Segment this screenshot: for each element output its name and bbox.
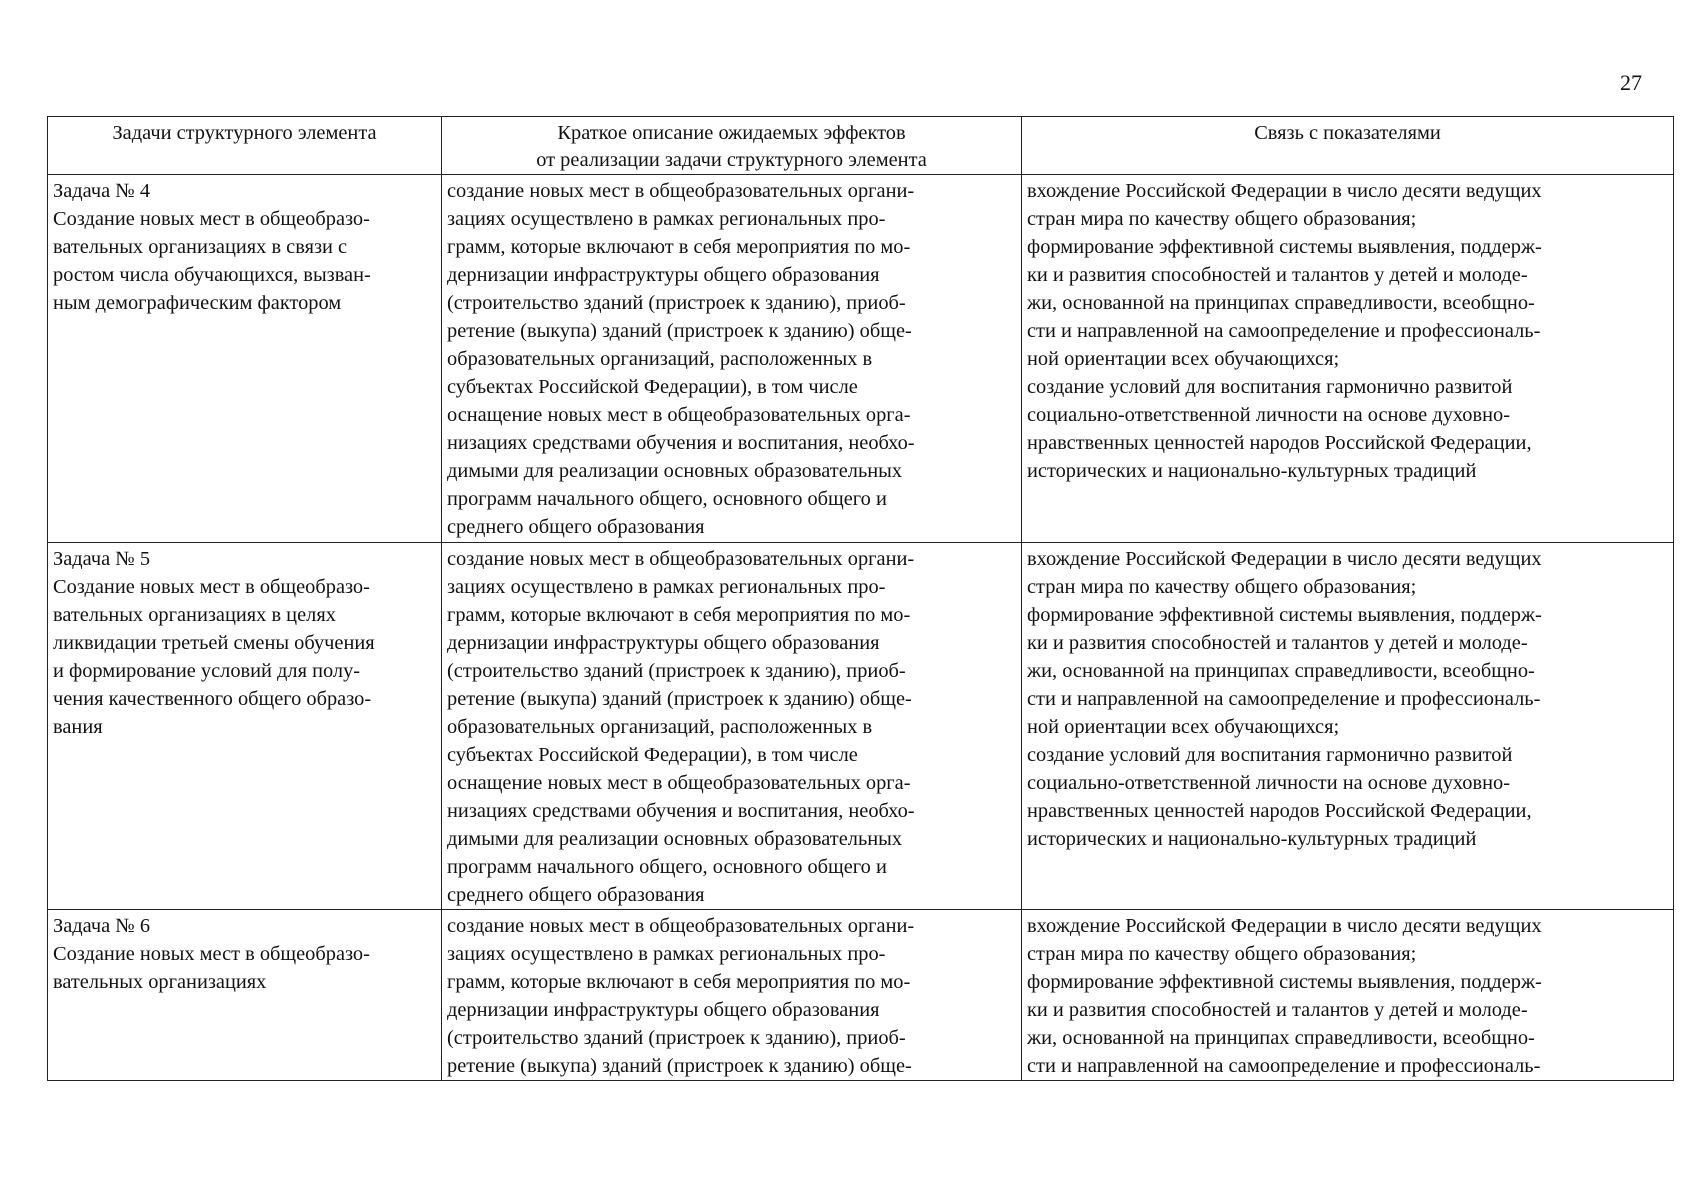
effect-text-line: создание новых мест в общеобразовательных органи- bbox=[447, 548, 915, 570]
effect-text-line: зациях осуществлено в рамках региональных про- bbox=[447, 208, 886, 230]
task-text-line: ным демографическим фактором bbox=[53, 292, 342, 314]
header-effects: Краткое описание ожидаемых эффектов от реализации задачи структурного элемента bbox=[442, 117, 1022, 175]
indicator-text-line: сти и направленной на самоопределение и профессиональ- bbox=[1027, 688, 1541, 710]
effect-text-line: (строительство зданий (пристроек к зданию), приоб- bbox=[447, 660, 906, 682]
effect-text-line: оснащение новых мест в общеобразовательных орга- bbox=[447, 404, 911, 426]
indicators-cell bbox=[1022, 910, 1674, 1081]
task-text-line: чения качественного общего образо- bbox=[53, 688, 372, 710]
effect-text-line: зациях осуществлено в рамках региональных про- bbox=[447, 943, 886, 965]
task-cell bbox=[48, 543, 442, 910]
task-text-line: и формирование условий для полу- bbox=[53, 660, 361, 682]
table-header-row bbox=[48, 117, 1674, 175]
task-cell bbox=[48, 910, 442, 1081]
indicator-text-line: стран мира по качеству общего образования; bbox=[1027, 208, 1417, 230]
effect-text-line: создание новых мест в общеобразовательных органи- bbox=[447, 915, 915, 937]
effect-text-line: низациях средствами обучения и воспитания, необхо- bbox=[447, 432, 915, 454]
effect-text-line: дернизации инфраструктуры общего образования bbox=[447, 632, 880, 654]
effects-cell bbox=[442, 543, 1022, 910]
indicator-text-line: жи, основанной на принципах справедливости, всеобщно- bbox=[1027, 660, 1535, 682]
effect-text-line: (строительство зданий (пристроек к зданию), приоб- bbox=[447, 1027, 906, 1049]
table-row bbox=[48, 543, 1674, 910]
indicator-text-line: сти и направленной на самоопределение и профессиональ- bbox=[1027, 320, 1541, 342]
indicator-text-line: нравственных ценностей народов Российской Федерации, bbox=[1027, 432, 1532, 454]
indicator-text-line: формирование эффективной системы выявления, поддерж- bbox=[1027, 604, 1542, 626]
effects-cell bbox=[442, 175, 1022, 543]
effect-text-line: программ начального общего, основного общего и bbox=[447, 488, 887, 510]
effect-text-line: образовательных организаций, расположенных в bbox=[447, 716, 873, 738]
indicator-text-line: стран мира по качеству общего образования; bbox=[1027, 943, 1417, 965]
task-text-line: Создание новых мест в общеобразо- bbox=[53, 943, 370, 965]
effect-text-line: зациях осуществлено в рамках региональных про- bbox=[447, 576, 886, 598]
effect-text-line: димыми для реализации основных образовательных bbox=[447, 460, 903, 482]
effects-cell bbox=[442, 910, 1022, 1081]
indicator-text-line: формирование эффективной системы выявления, поддерж- bbox=[1027, 236, 1542, 258]
task-text-line: вательных организациях bbox=[53, 971, 267, 993]
task-text-line: вательных организациях в целях bbox=[53, 604, 336, 626]
effect-text-line: димыми для реализации основных образовательных bbox=[447, 828, 903, 850]
indicator-text-line: социально-ответственной личности на основе духовно- bbox=[1027, 772, 1510, 794]
effect-text-line: среднего общего образования bbox=[447, 516, 705, 538]
effect-text-line: дернизации инфраструктуры общего образования bbox=[447, 264, 880, 286]
effect-text-line: грамм, которые включают в себя мероприятия по мо- bbox=[447, 604, 911, 626]
task-text-line: ростом числа обучающихся, вызван- bbox=[53, 264, 371, 286]
effect-text-line: грамм, которые включают в себя мероприятия по мо- bbox=[447, 236, 911, 258]
effect-text-line: субъектах Российской Федерации), в том числе bbox=[447, 376, 858, 398]
indicator-text-line: ной ориентации всех обучающихся; bbox=[1027, 348, 1340, 370]
effect-text-line: ретение (выкупа) зданий (пристроек к зданию) обще- bbox=[447, 688, 912, 710]
indicator-text-line: нравственных ценностей народов Российской Федерации, bbox=[1027, 800, 1532, 822]
indicator-text-line: вхождение Российской Федерации в число десяти ведущих bbox=[1027, 915, 1542, 937]
task-text-line: Создание новых мест в общеобразо- bbox=[53, 208, 370, 230]
table-row bbox=[48, 910, 1674, 1081]
effect-text-line: субъектах Российской Федерации), в том числе bbox=[447, 744, 858, 766]
effect-text-line: создание новых мест в общеобразовательных органи- bbox=[447, 180, 915, 202]
indicator-text-line: формирование эффективной системы выявления, поддерж- bbox=[1027, 971, 1542, 993]
indicators-cell bbox=[1022, 175, 1674, 543]
indicator-text-line: вхождение Российской Федерации в число десяти ведущих bbox=[1027, 180, 1542, 202]
indicator-text-line: жи, основанной на принципах справедливости, всеобщно- bbox=[1027, 1027, 1535, 1049]
effect-text-line: образовательных организаций, расположенных в bbox=[447, 348, 873, 370]
header-indicators: Связь с показателями bbox=[1022, 117, 1674, 175]
task-label: Задача № 4 bbox=[53, 180, 151, 202]
indicators-cell bbox=[1022, 543, 1674, 910]
task-label: Задача № 6 bbox=[53, 915, 151, 937]
task-text-line: вания bbox=[53, 716, 103, 738]
indicator-text-line: стран мира по качеству общего образования; bbox=[1027, 576, 1417, 598]
effect-text-line: ретение (выкупа) зданий (пристроек к зданию) обще- bbox=[447, 320, 912, 342]
task-text-line: Создание новых мест в общеобразо- bbox=[53, 576, 370, 598]
indicator-text-line: создание условий для воспитания гармонично развитой bbox=[1027, 744, 1513, 766]
tasks-table bbox=[47, 116, 1674, 1081]
task-label: Задача № 5 bbox=[53, 548, 151, 570]
indicator-text-line: ки и развития способностей и талантов у детей и молоде- bbox=[1027, 632, 1528, 654]
effect-text-line: среднего общего образования bbox=[447, 884, 705, 906]
effect-text-line: грамм, которые включают в себя мероприятия по мо- bbox=[447, 971, 911, 993]
indicator-text-line: исторических и национально-культурных традиций bbox=[1027, 828, 1477, 850]
header-tasks: Задачи структурного элемента bbox=[48, 117, 442, 175]
indicator-text-line: исторических и национально-культурных традиций bbox=[1027, 460, 1477, 482]
effect-text-line: (строительство зданий (пристроек к зданию), приоб- bbox=[447, 292, 906, 314]
effect-text-line: дернизации инфраструктуры общего образования bbox=[447, 999, 880, 1021]
indicator-text-line: ки и развития способностей и талантов у детей и молоде- bbox=[1027, 999, 1528, 1021]
effect-text-line: низациях средствами обучения и воспитания, необхо- bbox=[447, 800, 915, 822]
indicator-text-line: ки и развития способностей и талантов у детей и молоде- bbox=[1027, 264, 1528, 286]
effect-text-line: ретение (выкупа) зданий (пристроек к зданию) обще- bbox=[447, 1055, 912, 1077]
indicator-text-line: социально-ответственной личности на основе духовно- bbox=[1027, 404, 1510, 426]
indicator-text-line: вхождение Российской Федерации в число десяти ведущих bbox=[1027, 548, 1542, 570]
indicator-text-line: жи, основанной на принципах справедливости, всеобщно- bbox=[1027, 292, 1535, 314]
effect-text-line: программ начального общего, основного общего и bbox=[447, 856, 887, 878]
task-text-line: ликвидации третьей смены обучения bbox=[53, 632, 375, 654]
task-cell bbox=[48, 175, 442, 543]
indicator-text-line: сти и направленной на самоопределение и профессиональ- bbox=[1027, 1055, 1541, 1077]
table-row bbox=[48, 175, 1674, 543]
indicator-text-line: ной ориентации всех обучающихся; bbox=[1027, 716, 1340, 738]
indicator-text-line: создание условий для воспитания гармонично развитой bbox=[1027, 376, 1513, 398]
effect-text-line: оснащение новых мест в общеобразовательных орга- bbox=[447, 772, 911, 794]
task-text-line: вательных организациях в связи с bbox=[53, 236, 348, 258]
page-number: 27 bbox=[1620, 70, 1642, 95]
